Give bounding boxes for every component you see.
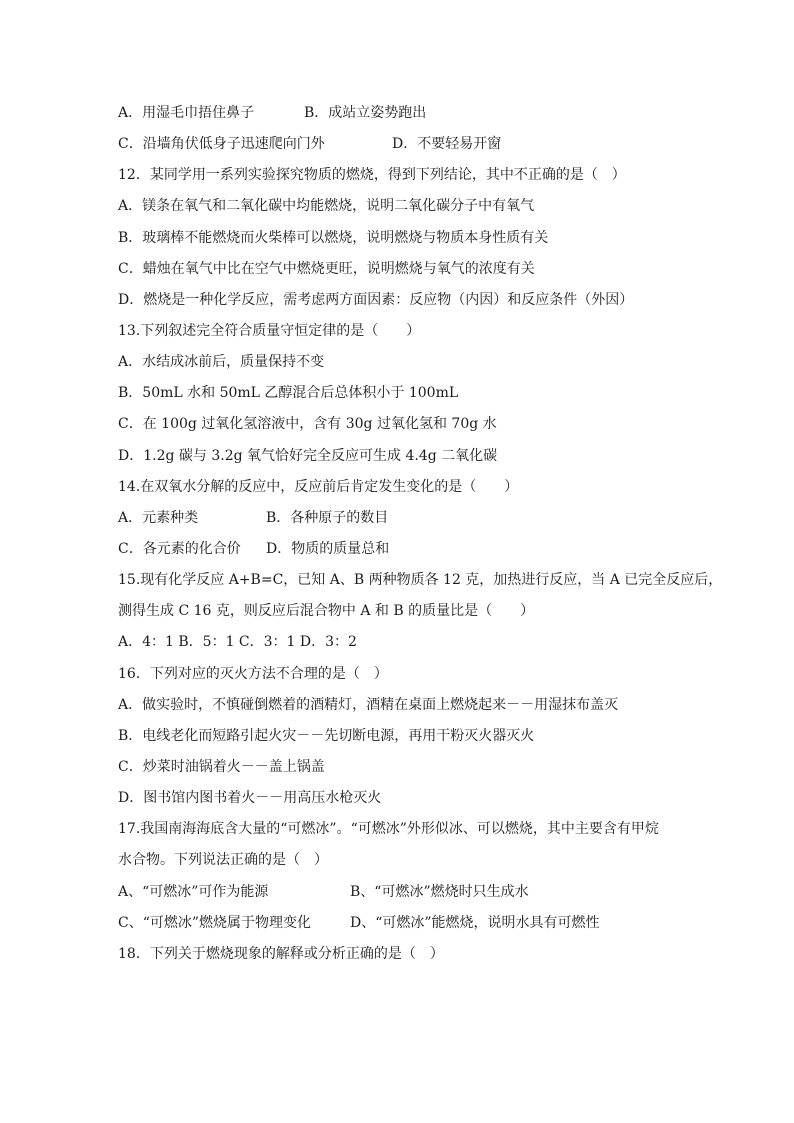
q15-options: A．4：1 B．5：1 C．3：1 D．3：2 [118,634,357,650]
q13-option-c: C．在 100g 过氧化氢溶液中，含有 30g 过氧化氢和 70g 水 [118,416,497,432]
q15-stem-line2: 测得生成 C 16 克，则反应后混合物中 A 和 B 的质量比是（ ） [118,603,535,619]
q17-options-ab [118,882,529,902]
q15-stem-line1: 15.现有化学反应 A+B=C，已知 A、B 两种物质各 12 克，加热进行反应，当 A 已完全反应后， [118,572,723,588]
q11-option-c: C．沿墙角伏低身子迅速爬向门外 [118,136,325,152]
q11-option-b: B．成站立姿势跑出 [304,105,427,121]
q14-options-ab [118,508,388,528]
q17-option-a: A、“可燃冰”可作为能源 [118,884,269,900]
q16-option-d: D．图书馆内图书着火－－用高压水枪灭火 [118,790,382,806]
q14-stem: 14.在双氧水分解的反应中，反应前后肯定发生变化的是（ ） [118,479,519,495]
q13-option-b: B．50mL 水和 50mL 乙醇混合后总体积小于 100mL [118,385,459,401]
q11-option-d: D．不要轻易开窗 [392,136,502,152]
q17-option-d: D、“可燃冰”能燃烧，说明水具有可燃性 [350,915,600,931]
q18-stem: 18．下列关于燃烧现象的解释或分析正确的是（ ） [118,946,444,962]
q13-option-a: A．水结成冰前后，质量保持不变 [118,354,325,370]
q17-option-c: C、“可燃冰”燃烧属于物理变化 [118,915,312,931]
q13-stem: 13.下列叙述完全符合质量守恒定律的是（ ） [118,323,421,339]
q12-option-a: A．镁条在氧气和二氧化碳中均能燃烧，说明二氧化碳分子中有氧气 [118,198,535,214]
q12-option-b: B．玻璃棒不能燃烧而火柴棒可以燃烧，说明燃烧与物质本身性质有关 [118,230,549,246]
q16-option-c: C．炒菜时油锅着火－－盖上锅盖 [118,759,325,775]
q12-option-c: C．蜡烛在氧气中比在空气中燃烧更旺，说明燃烧与氧气的浓度有关 [118,261,535,277]
q13-option-d: D．1.2g 碳与 3.2g 氧气恰好完全反应可生成 4.4g 二氧化碳 [118,448,498,464]
q16-option-a: A．做实验时，不慎碰倒燃着的酒精灯，酒精在桌面上燃烧起来－－用湿抹布盖灭 [118,697,619,713]
q14-option-d: D．物质的质量总和 [266,541,390,557]
q11-options-ab [118,103,426,123]
q11-options-cd [118,134,501,154]
q14-options-cd [118,539,389,559]
q16-option-b: B．电线老化而短路引起火灾－－先切断电源，再用干粉灭火器灭火 [118,728,535,744]
q16-stem: 16．下列对应的灭火方法不合理的是（ ） [118,666,388,682]
q17-option-b: B、“可燃冰”燃烧时只生成水 [350,884,529,900]
q14-option-b: B．各种原子的数目 [266,510,389,526]
q17-stem-line1: 17.我国南海海底含大量的“可燃冰”。“可燃冰”外形似冰、可以燃烧，其中主要含有甲烷 [118,821,659,837]
q17-options-cd [118,913,600,933]
q14-option-c: C．各元素的化合价 [118,541,241,557]
q17-stem-line2: 水合物。下列说法正确的是（ ） [118,852,328,868]
q12-option-d: D．燃烧是一种化学反应，需考虑两方面因素：反应物（内因）和反应条件（外因） [118,292,634,308]
q14-option-a: A．元素种类 [118,510,199,526]
q12-stem: 12．某同学用一系列实验探究物质的燃烧，得到下列结论，其中不正确的是（ ） [118,167,626,183]
q11-option-a: A．用湿毛巾捂住鼻子 [118,105,255,121]
